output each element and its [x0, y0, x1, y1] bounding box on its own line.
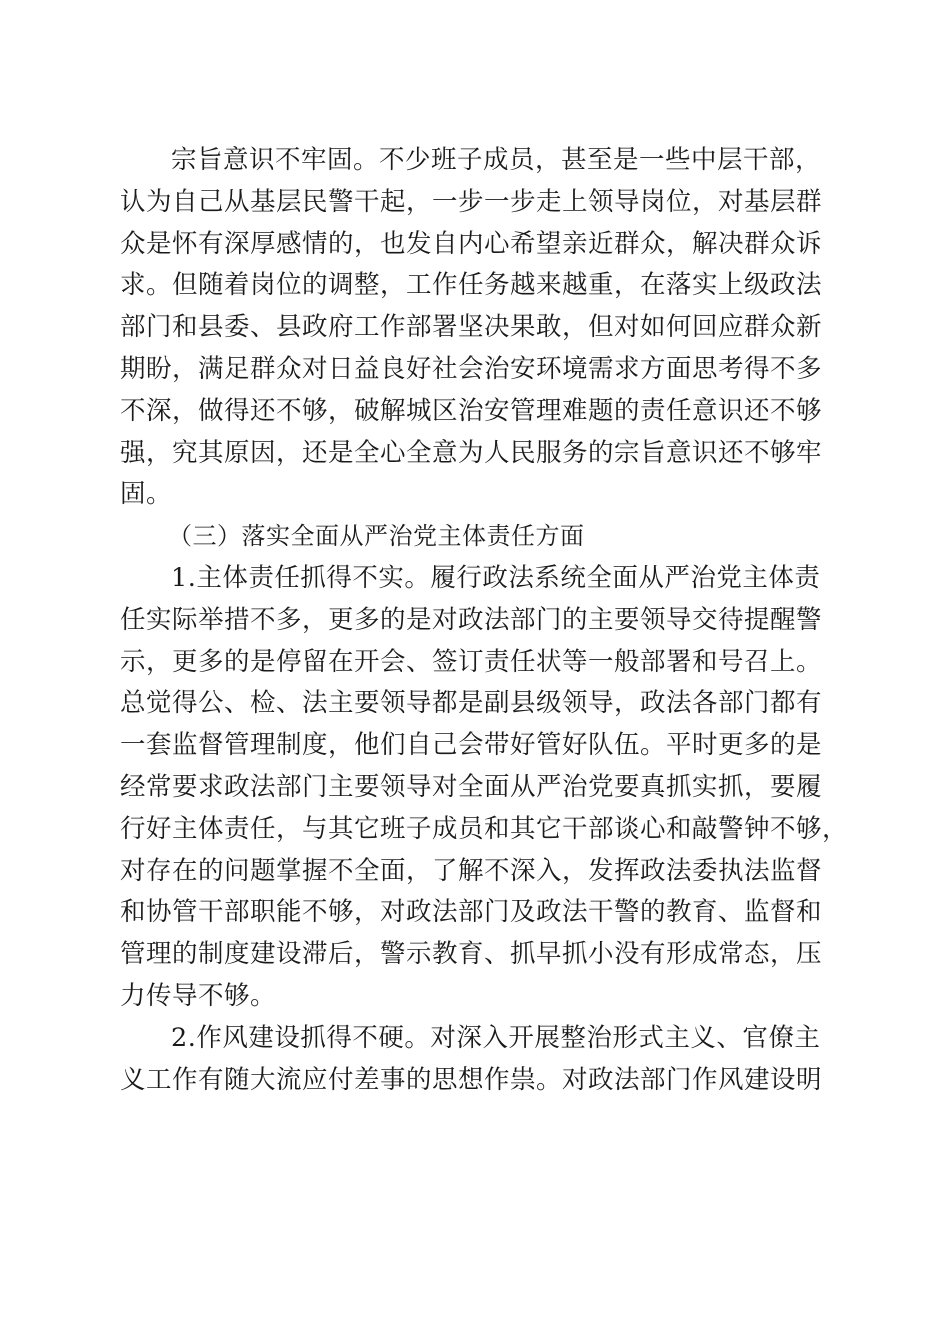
text-line: 力传导不够。: [120, 980, 277, 1011]
text-line: 强，究其原因，还是全心全意为人民服务的宗旨意识还不够牢: [120, 437, 823, 468]
text-line: 固。: [120, 479, 173, 510]
paragraph-purpose-awareness: [120, 140, 832, 516]
text-line: 认为自己从基层民警干起，一步一步走上领导岗位，对基层群: [120, 186, 823, 217]
text-line: 经常要求政法部门主要领导对全面从严治党要真抓实抓，要履: [120, 771, 823, 802]
text-line: 求。但随着岗位的调整，工作任务越来越重，在落实上级政法: [120, 270, 823, 301]
text-line: 2.作风建设抓得不硬。对深入开展整治形式主义、官僚主: [171, 1022, 821, 1053]
text-line: 示，更多的是停留在开会、签订责任状等一般部署和号召上。: [120, 646, 823, 677]
text-line: 任实际举措不多，更多的是对政法部门的主要领导交待提醒警: [120, 604, 823, 635]
text-line: 部门和县委、县政府工作部署坚决果敢，但对如何回应群众新: [120, 312, 823, 343]
document-body: [120, 140, 849, 1101]
section-heading-three: [120, 516, 832, 558]
text-line: 总觉得公、检、法主要领导都是副县级领导，政法各部门都有: [120, 688, 823, 719]
paragraph-main-responsibility: [120, 558, 849, 1018]
text-line: （三）落实全面从严治党主体责任方面: [168, 522, 585, 551]
text-line: 一套监督管理制度，他们自己会带好管好队伍。平时更多的是: [120, 730, 823, 761]
text-line: 和协管干部职能不够，对政法部门及政法干警的教育、监督和: [120, 897, 823, 928]
text-line: 义工作有随大流应付差事的思想作祟。对政法部门作风建设明: [120, 1064, 823, 1095]
text-line: 众是怀有深厚感情的，也发自内心希望亲近群众，解决群众诉: [120, 228, 823, 259]
text-line: 对存在的问题掌握不全面，了解不深入，发挥政法委执法监督: [120, 855, 823, 886]
text-line: 不深，做得还不够，破解城区治安管理难题的责任意识还不够: [120, 395, 823, 426]
paragraph-work-style: [120, 1018, 832, 1102]
text-line: 1.主体责任抓得不实。履行政法系统全面从严治党主体责: [171, 562, 821, 593]
text-line: 宗旨意识不牢固。不少班子成员，甚至是一些中层干部，: [171, 145, 822, 175]
text-line: 期盼，满足群众对日益良好社会治安环境需求方面思考得不多: [120, 353, 823, 384]
text-line: 管理的制度建设滞后，警示教育、抓早抓小没有形成常态，压: [120, 939, 823, 970]
text-line: 行好主体责任，与其它班子成员和其它干部谈心和敲警钟不够，: [120, 813, 849, 844]
